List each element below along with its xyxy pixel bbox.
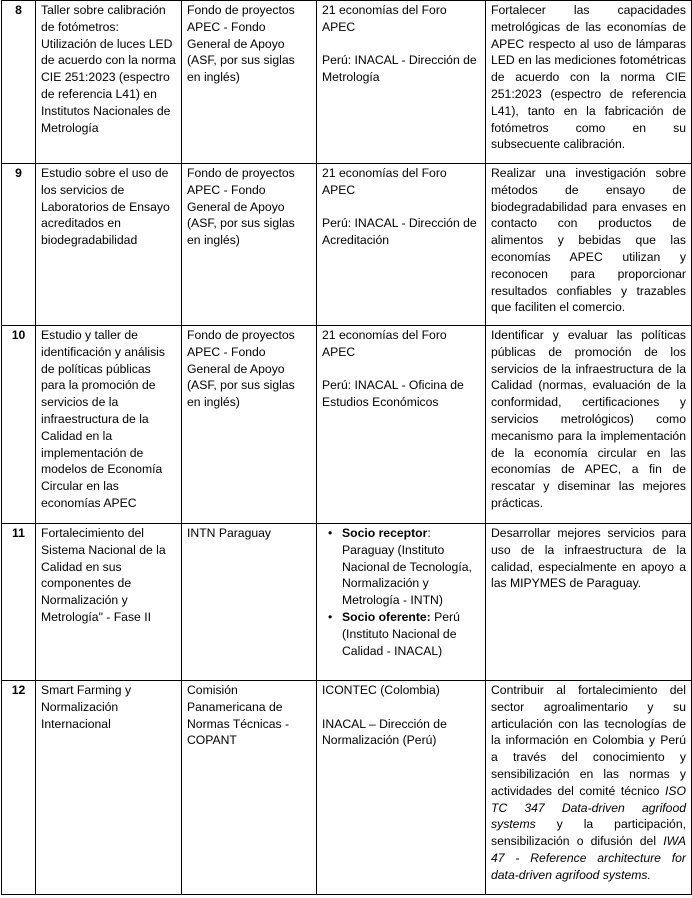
participants-peru: Perú: INACAL - Dirección de Metrología [322, 53, 477, 85]
objective-reference: IWA 47 - Reference architecture for data-driven agrifood systems. [491, 834, 686, 882]
project-title: Taller sobre calibración de fotómetros: Utilización de luces LED de acuerdo con la norma CIE 251:2023 (espectro de referencia L41) en Institutos Nacionales de Metrología [36, 1, 182, 164]
project-title: Estudio y taller de identificación y análisis de políticas públicas para la promoción de servicios de la infraestructura de la Calidad en la implementación de modelos de Economía Circular en las economías APEC [36, 326, 182, 524]
participants [317, 164, 486, 326]
funding-source: Comisión Panamericana de Normas Técnicas - COPANT [182, 681, 317, 895]
participants [317, 1, 486, 164]
objective: Fortalecer las capacidades metrológicas de las economías de APEC respecto al uso de lámparas LED en las mediciones fotométricas de acuerdo con la norma CIE 251:2023 (espectro de referencia L41), tanto en la fabricación de fotómetros como en su subsecuente calibración. [486, 1, 692, 164]
partner-description: : Paraguay (Instituto Nacional de Tecnología, Normalización y Metrología - INTN) [342, 526, 472, 608]
participants-economies: 21 economías del Foro APEC [322, 166, 447, 197]
row-number: 8 [2, 1, 36, 164]
participants-economies: 21 economías del Foro APEC [322, 328, 447, 359]
partner-description: Perú (Instituto Nacional de Calidad - INACAL) [342, 609, 460, 658]
table-row [2, 681, 692, 895]
participants [317, 681, 486, 895]
partner-role-label: Socio receptor [342, 526, 428, 540]
participants-economies: 21 economías del Foro APEC [322, 3, 447, 34]
list-item [328, 609, 480, 659]
bullet-icon: • [328, 526, 333, 540]
table-row [2, 1, 692, 164]
bullet-icon: • [328, 609, 333, 624]
funding-source: INTN Paraguay [182, 524, 317, 681]
project-title: Fortalecimiento del Sistema Nacional de la Calidad en sus componentes de Normalización y Metrología" - Fase II [36, 524, 182, 681]
project-title: Smart Farming y Normalización Internacional [36, 681, 182, 895]
objective: Realizar una investigación sobre métodos de ensayo de biodegradabilidad para envases en contacto con productos de alimentos y bebidas que las economías APEC utilizan y reconocen para proporcionar resultados confiables y trazables que faciliten el comercio. [486, 164, 692, 326]
participants [317, 326, 486, 524]
project-title: Estudio sobre el uso de los servicios de Laboratorios de Ensayo acreditados en biodegradabilidad [36, 164, 182, 326]
funding-source: Fondo de proyectos APEC - Fondo General de Apoyo (ASF, por sus siglas en inglés) [182, 1, 317, 164]
table-row [2, 524, 692, 681]
table-row [2, 326, 692, 524]
projects-table [1, 0, 692, 895]
participants-peru: Perú: INACAL - Dirección de Acreditación [322, 216, 477, 248]
objective-committee: ISO TC 347 Data-driven agrifood systems [491, 783, 686, 832]
objective [486, 681, 692, 895]
table-row [2, 164, 692, 326]
row-number: 12 [2, 681, 36, 895]
objective: Desarrollar mejores servicios para uso de la infraestructura de la calidad, especialmente en apoyo a las MIPYMES de Paraguay. [486, 524, 692, 681]
row-number: 11 [2, 524, 36, 681]
objective-text: y la participación, sensibilización o difusión del [491, 817, 686, 849]
objective: Identificar y evaluar las políticas públicas de promoción de los servicios de la infraestructura de la Calidad (normas, evaluación de la conformidad, certificaciones y servicios metrológicos) como mecanismo para la implementación de la economía circular en las economías de APEC, a fin de rescatar y diseminar las mejores prácticas. [486, 326, 692, 524]
participants [317, 524, 486, 681]
funding-source: Fondo de proyectos APEC - Fondo General de Apoyo (ASF, por sus siglas en inglés) [182, 326, 317, 524]
participants-peru: Perú: INACAL - Oficina de Estudios Económicos [322, 378, 464, 410]
row-number: 10 [2, 326, 36, 524]
partner-list [322, 525, 480, 659]
participants-peru: INACAL – Dirección de Normalización (Perú) [322, 716, 447, 748]
list-item [328, 525, 480, 609]
partner-role-label: Socio oferente: [342, 609, 431, 624]
row-number: 9 [2, 164, 36, 326]
objective-text: Contribuir al fortalecimiento del sector agroalimentario y su articulación con las tecnologías de la información en Colombia y Perú a través del conocimiento y sensibilización en las normas y actividades del comité técnico [491, 683, 686, 798]
funding-source: Fondo de proyectos APEC - Fondo General de Apoyo (ASF, por sus siglas en inglés) [182, 164, 317, 326]
participants-colombia: ICONTEC (Colombia) [322, 683, 440, 697]
